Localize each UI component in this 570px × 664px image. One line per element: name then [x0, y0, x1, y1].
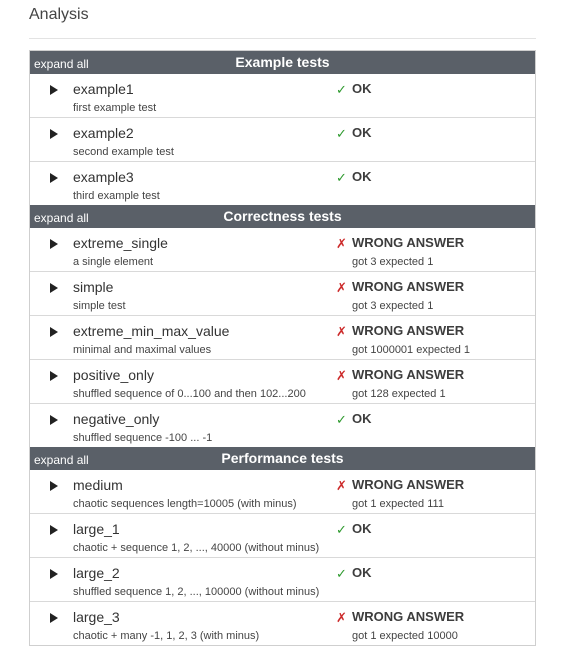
cross-icon: ✗ — [336, 610, 347, 625]
test-name: example2 — [73, 125, 134, 141]
expand-triangle-icon[interactable] — [50, 525, 58, 535]
expand-triangle-icon[interactable] — [50, 481, 58, 491]
test-name: medium — [73, 477, 123, 493]
test-row[interactable] — [30, 162, 535, 205]
expand-triangle-icon[interactable] — [50, 327, 58, 337]
check-icon: ✓ — [336, 412, 347, 427]
test-status: OK — [352, 81, 372, 96]
test-name: large_1 — [73, 521, 120, 537]
test-name: example1 — [73, 81, 134, 97]
section-header — [30, 205, 535, 228]
test-status: WRONG ANSWER — [352, 279, 465, 294]
test-name: extreme_single — [73, 235, 168, 251]
expand-triangle-icon[interactable] — [50, 129, 58, 139]
test-description: a single element — [73, 256, 154, 268]
cross-icon: ✗ — [336, 478, 347, 493]
test-status: OK — [352, 125, 372, 140]
expand-all-link[interactable]: expand all — [34, 453, 89, 467]
test-row[interactable] — [30, 228, 535, 272]
cross-icon: ✗ — [336, 236, 347, 251]
check-icon: ✓ — [336, 522, 347, 537]
section-title: Correctness tests — [223, 208, 342, 224]
test-name: simple — [73, 279, 114, 295]
page-title: Analysis — [29, 6, 89, 23]
test-description: second example test — [73, 146, 174, 158]
cross-icon: ✗ — [336, 280, 347, 295]
test-row[interactable] — [30, 558, 535, 602]
tests-table — [29, 50, 536, 646]
test-description: third example test — [73, 190, 160, 202]
test-status: WRONG ANSWER — [352, 235, 465, 250]
test-description: shuffled sequence -100 ... -1 — [73, 432, 213, 444]
test-description: minimal and maximal values — [73, 344, 212, 356]
test-name: positive_only — [73, 367, 154, 383]
test-description: shuffled sequence 1, 2, ..., 100000 (without minus) — [73, 586, 320, 598]
expand-triangle-icon[interactable] — [50, 569, 58, 579]
cross-icon: ✗ — [336, 324, 347, 339]
expand-triangle-icon[interactable] — [50, 173, 58, 183]
test-description: chaotic sequences length=10005 (with minus) — [73, 498, 297, 510]
test-status: OK — [352, 169, 372, 184]
test-name: negative_only — [73, 411, 160, 427]
test-status: WRONG ANSWER — [352, 477, 465, 492]
test-row[interactable] — [30, 404, 535, 447]
test-description: chaotic + many -1, 1, 2, 3 (with minus) — [73, 630, 260, 642]
test-row[interactable] — [30, 272, 535, 316]
title-divider — [29, 38, 536, 39]
test-description: simple test — [73, 300, 126, 312]
test-status: OK — [352, 521, 372, 536]
expand-triangle-icon[interactable] — [50, 371, 58, 381]
test-row[interactable] — [30, 602, 535, 645]
check-icon: ✓ — [336, 126, 347, 141]
test-row[interactable] — [30, 118, 535, 162]
test-name: large_3 — [73, 609, 120, 625]
check-icon: ✓ — [336, 170, 347, 185]
test-description: shuffled sequence of 0...100 and then 102...200 — [73, 388, 306, 400]
test-row[interactable] — [30, 514, 535, 558]
test-row[interactable] — [30, 470, 535, 514]
test-result-detail: got 3 expected 1 — [352, 300, 434, 312]
test-result-detail: got 1000001 expected 1 — [352, 344, 471, 356]
section-header — [30, 51, 535, 74]
expand-all-link[interactable]: expand all — [34, 57, 89, 71]
test-result-detail: got 128 expected 1 — [352, 388, 446, 400]
expand-triangle-icon[interactable] — [50, 613, 58, 623]
test-description: chaotic + sequence 1, 2, ..., 40000 (without minus) — [73, 542, 320, 554]
expand-triangle-icon[interactable] — [50, 85, 58, 95]
cross-icon: ✗ — [336, 368, 347, 383]
test-name: extreme_min_max_value — [73, 323, 230, 339]
expand-triangle-icon[interactable] — [50, 239, 58, 249]
test-description: first example test — [73, 102, 157, 114]
expand-triangle-icon[interactable] — [50, 415, 58, 425]
test-name: large_2 — [73, 565, 120, 581]
test-status: WRONG ANSWER — [352, 367, 465, 382]
test-row[interactable] — [30, 360, 535, 404]
test-status: WRONG ANSWER — [352, 323, 465, 338]
test-name: example3 — [73, 169, 134, 185]
test-result-detail: got 1 expected 10000 — [352, 630, 458, 642]
expand-all-link[interactable]: expand all — [34, 211, 89, 225]
test-status: OK — [352, 411, 372, 426]
check-icon: ✓ — [336, 82, 347, 97]
test-row[interactable] — [30, 74, 535, 118]
section-title: Performance tests — [221, 450, 344, 466]
check-icon: ✓ — [336, 566, 347, 581]
section-title: Example tests — [235, 54, 330, 70]
section-header — [30, 447, 535, 470]
test-result-detail: got 3 expected 1 — [352, 256, 434, 268]
test-status: WRONG ANSWER — [352, 609, 465, 624]
test-row[interactable] — [30, 316, 535, 360]
test-result-detail: got 1 expected 111 — [352, 498, 444, 510]
expand-triangle-icon[interactable] — [50, 283, 58, 293]
test-status: OK — [352, 565, 372, 580]
